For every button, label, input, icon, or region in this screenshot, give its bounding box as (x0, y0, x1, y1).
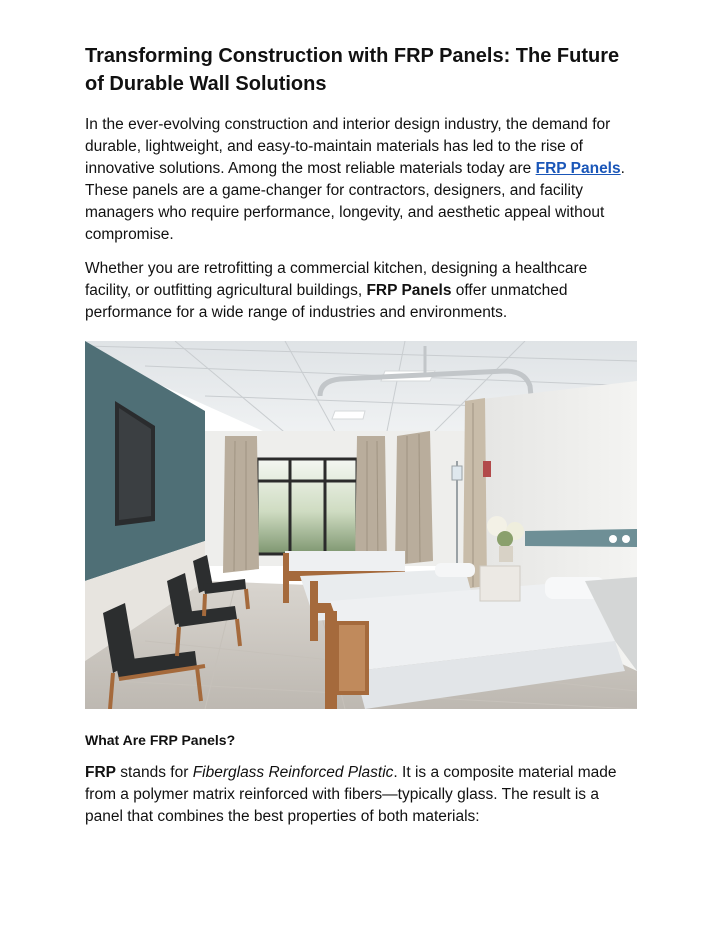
industries-text-start: Whether you are retrofitting a commercial kitchen, designing a healthcare facility, or outfitting agricultural buildings, (85, 260, 588, 299)
industries-paragraph (85, 258, 637, 324)
frp-panels-link[interactable]: FRP Panels (535, 160, 621, 177)
definition-text-mid: stands for (116, 764, 193, 781)
definition-paragraph (85, 762, 637, 828)
definition-text-end: . It is a composite material made from a polymer matrix reinforced with fibers—typically glass. The result is a panel that combines the best properties of both materials: (85, 764, 617, 825)
industries-text-end: offer unmatched performance for a wide range of industries and environments. (85, 282, 568, 321)
hospital-room-photo (85, 341, 637, 709)
frp-full-name: Fiberglass Reinforced Plastic (192, 764, 394, 781)
section-heading: What Are FRP Panels? (85, 732, 236, 748)
frp-panels-bold: FRP Panels (366, 282, 452, 299)
frp-bold: FRP (85, 764, 116, 781)
intro-text-end: . These panels are a game-changer for contractors, designers, and facility managers who require performance, longevity, and aesthetic appeal without compromise. (85, 160, 625, 243)
intro-paragraph (85, 114, 637, 246)
article-title: Transforming Construction with FRP Panels: The Future of Durable Wall Solutions (85, 45, 620, 95)
intro-text-start: In the ever-evolving construction and interior design industry, the demand for durable, lightweight, and easy-to-maintain materials has led to the rise of innovative solutions. Among the most reliable materials today are (85, 116, 611, 177)
